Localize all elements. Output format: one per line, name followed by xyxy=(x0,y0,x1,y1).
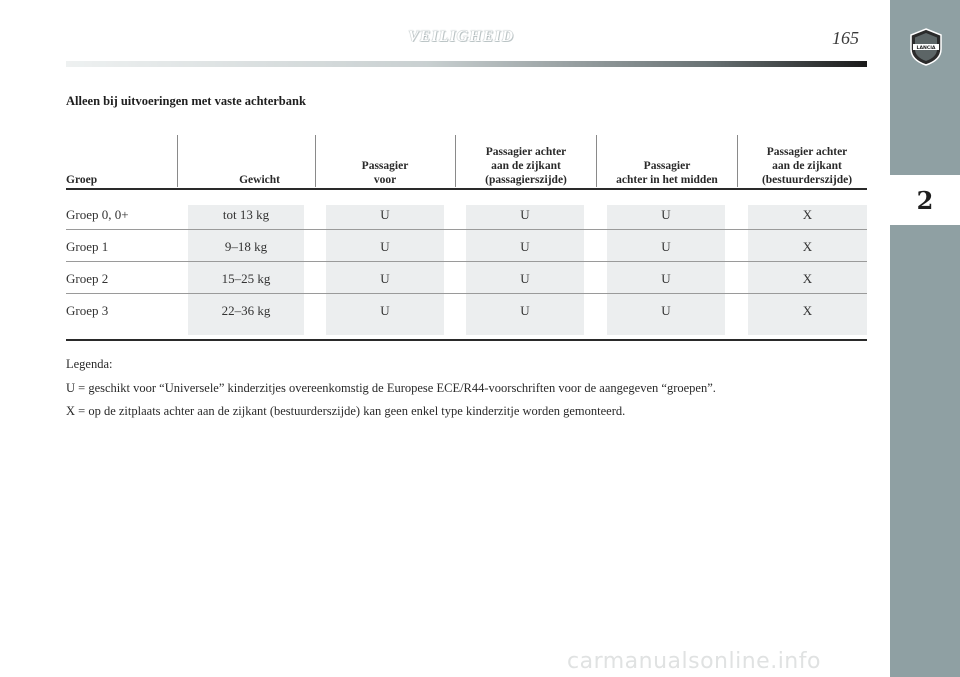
page-number: 165 xyxy=(832,28,859,48)
watermark: carmanualsonline.info xyxy=(567,649,821,674)
table-cell: U xyxy=(661,303,671,318)
table-cell-group: Groep 2 xyxy=(66,271,109,286)
section-heading: Alleen bij uitvoeringen met vaste achterbank xyxy=(66,94,306,108)
table-cell-group: Groep 3 xyxy=(66,303,109,318)
header-rear-passenger-side: Passagier achter aan de zijkant (passagierszijde) xyxy=(485,146,567,186)
table-cell: X xyxy=(802,207,813,222)
legend-u-definition: U = geschikt voor “Universele” kinderzitjes overeenkomstig de Europese ECE/R44-voorschriften voor de aangegeven “groepen”. xyxy=(66,381,716,395)
table-cell-weight: tot 13 kg xyxy=(222,207,270,222)
table-cell: U xyxy=(380,207,390,222)
chapter-number[interactable]: 2 xyxy=(890,175,960,225)
table-cell: U xyxy=(380,271,390,286)
table-cell: U xyxy=(380,303,390,318)
lancia-logo-icon xyxy=(908,27,944,67)
child-seat-table xyxy=(66,135,867,345)
header-rear-driver-side: Passagier achter aan de zijkant (bestuurderszijde) xyxy=(761,146,853,186)
table-cell: U xyxy=(380,239,390,254)
header-rule-bottom xyxy=(66,188,867,190)
table-cell: U xyxy=(520,271,530,286)
header-front-passenger: Passagier voor xyxy=(361,160,409,186)
table-cell-weight: 15–25 kg xyxy=(221,271,271,286)
legend-x-definition: X = op de zitplaats achter aan de zijkant (bestuurderszijde) kan geen enkel type kinderzitje worden gemonteerd. xyxy=(66,404,626,418)
table-cell: X xyxy=(802,239,813,254)
table-cell: X xyxy=(802,271,813,286)
table-bottom-rule xyxy=(66,339,867,341)
header-rule xyxy=(66,61,867,67)
logo-text: LANCIA xyxy=(916,45,936,51)
table-cell: U xyxy=(520,303,530,318)
page-title: VEILIGHEID xyxy=(408,28,515,45)
table-cell: U xyxy=(520,207,530,222)
table-cell-group: Groep 1 xyxy=(66,239,109,254)
header-group: Groep xyxy=(66,174,98,186)
legend-title: Legenda: xyxy=(66,357,113,371)
table-cell: U xyxy=(661,239,671,254)
table-cell: U xyxy=(661,207,671,222)
table-cell-weight: 9–18 kg xyxy=(224,239,268,254)
header-weight: Gewicht xyxy=(239,174,280,186)
header-rear-middle: Passagier achter in het midden xyxy=(616,160,718,186)
chapter-side-tab xyxy=(890,0,960,677)
table-cell: U xyxy=(661,271,671,286)
table-cell-weight: 22–36 kg xyxy=(221,303,271,318)
table-cell: X xyxy=(802,303,813,318)
table-cell: U xyxy=(520,239,530,254)
table-cell-group: Groep 0, 0+ xyxy=(66,207,129,222)
